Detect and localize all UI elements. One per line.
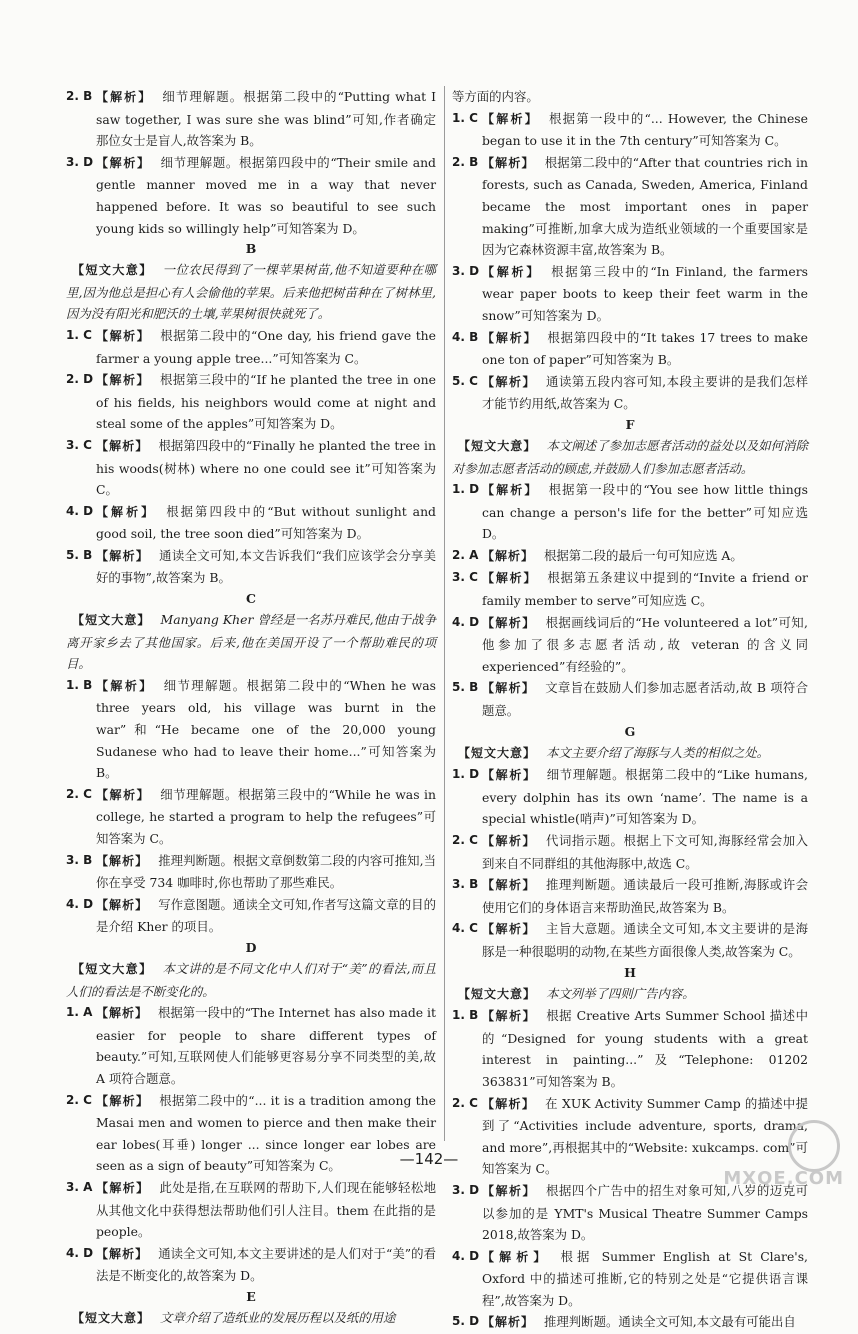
answer-item xyxy=(452,677,808,721)
summary-tag: 【短文大意】 xyxy=(458,438,537,453)
analysis-text: 根据 Summer English at St Clare's, Oxford 中的描述可推断,它的特别之处是“它提供语言课程”,故答案为 D。 xyxy=(482,1248,808,1308)
analysis-text: 推理判断题。通读全文可知,本文最有可能出自 xyxy=(544,1314,796,1330)
answer-item xyxy=(66,1177,436,1243)
answer-item xyxy=(66,435,436,501)
column-divider xyxy=(444,86,445,1141)
answer-number: 4. B xyxy=(452,329,479,344)
analysis-text: 细节理解题。根据第二段中的“Putting what I saw together, I was sure she was blind”可知,作者确定那位女士是盲人,故答案为 B。 xyxy=(96,89,436,149)
analysis-tag: 【解析】 xyxy=(96,90,153,104)
analysis-tag: 【解析】 xyxy=(482,483,539,498)
analysis-tag: 【解析】 xyxy=(482,571,538,586)
analysis-text: 文章旨在鼓励人们参加志愿者活动,故 B 项符合题意。 xyxy=(482,680,808,719)
analysis-text: 写作意图题。通读全文可知,作者写这篇文章的目的是介绍 Kher 的项目。 xyxy=(96,896,436,935)
analysis-tag: 【解析】 xyxy=(482,1009,537,1024)
section-letter: F xyxy=(625,416,635,432)
answer-number: 3. B xyxy=(452,877,479,892)
answer-item xyxy=(66,86,436,152)
analysis-text: 根据画线词后的“He volunteered a lot”可知,他参加了很多志愿者活动,故 veteran 的含义同 experienced”有经验的”。 xyxy=(482,614,808,674)
analysis-tag: 【解析】 xyxy=(482,922,537,937)
section-letter: C xyxy=(246,591,256,607)
answer-item xyxy=(66,1243,436,1287)
answer-number: 5. B xyxy=(452,680,479,695)
summary-tag: 【短文大意】 xyxy=(72,1310,151,1325)
answer-item xyxy=(66,369,436,435)
section-letter: D xyxy=(245,939,257,955)
summary-tag: 【短文大意】 xyxy=(458,745,537,760)
analysis-tag: 【解析】 xyxy=(482,834,537,848)
analysis-tag: 【解析】 xyxy=(482,374,537,389)
analysis-text: 细节理解题。根据第二段中的“When he was three years old, his village was burnt in the war”和“He became one of the 20,000 young Sudanese who had to leave their home...”可知答案为 B。 xyxy=(96,677,436,781)
answer-number: 2. B xyxy=(452,154,479,169)
section-letter: B xyxy=(245,241,257,257)
answer-number: 2. C xyxy=(452,833,478,847)
analysis-text: 根据第三段中的“If he planted the tree in one of his fields, his neighbors would come at night and steal some of the apples”可知答案为 D。 xyxy=(96,372,436,432)
answer-item xyxy=(452,1005,808,1092)
analysis-tag: 【解析】 xyxy=(96,853,149,868)
analysis-text: 主旨大意题。通读全文可知,本文主要讲的是海豚是一种很聪明的动物,在某些方面很像人类,故答案为 C。 xyxy=(482,921,808,959)
answer-item xyxy=(452,108,808,152)
answer-item xyxy=(66,325,436,369)
passage-summary xyxy=(452,435,808,479)
analysis-tag: 【解析】 xyxy=(96,438,149,453)
answer-item xyxy=(66,784,436,850)
passage-summary xyxy=(66,609,436,675)
answer-number: 4. D xyxy=(66,1245,94,1260)
analysis-text: 在 XUK Activity Summer Camp 的描述中提到了“Activities include adventure, sports, drama, and more”,再根据其中的“Website: xukcamps. com”可知答案为 C。 xyxy=(482,1095,808,1177)
answer-item xyxy=(452,1246,808,1312)
answer-number: 2. B xyxy=(66,89,93,103)
analysis-tag: 【解析】 xyxy=(96,1246,149,1261)
answer-item xyxy=(452,918,808,962)
summary-text: 本文主要介绍了海豚与人类的相似之处。 xyxy=(546,744,770,760)
analysis-text: 通读全文可知,本文主要讲述的是人们对于“美”的看法是不断变化的,故答案为 D。 xyxy=(96,1245,436,1284)
answer-number: 1. D xyxy=(452,482,480,497)
answer-number: 1. D xyxy=(452,767,480,782)
section-letter: H xyxy=(624,964,636,980)
answer-number: 1. B xyxy=(452,1008,479,1023)
analysis-text: 根据第二段中的“After that countries rich in forests, such as Canada, Sweden, America, Finland became the most important ones in paper making”可推断,加拿大成为造纸业领域的一个重要国家是因为它森林资源丰富,故答案为 B。 xyxy=(482,154,808,258)
answer-item xyxy=(452,152,808,261)
answer-number: 5. C xyxy=(452,373,478,388)
analysis-text: 根据第二段中的“... it is a tradition among the Masai men and women to pierce and then make their ear lobes(耳垂) longer ... since longer ear lobes are seen as a sign of beauty”可知答案为 C。 xyxy=(96,1092,436,1174)
left-column xyxy=(66,86,436,1329)
analysis-text: 根据第五条建议中提到的“Invite a friend or family member to serve”可知应选 C。 xyxy=(482,570,808,609)
answer-item xyxy=(452,479,808,545)
analysis-text: 根据第四段中的“But without sunlight and good soil, the tree soon died”可知答案为 D。 xyxy=(96,503,436,542)
analysis-text: 此处是指,在互联网的帮助下,人们现在能够轻松地从其他文化中获得想法帮助他们引人注目。them 在此指的是 people。 xyxy=(96,1179,436,1240)
answer-item xyxy=(66,675,436,784)
analysis-text: 根据第二段中的“One day, his friend gave the farmer a young apple tree...”可知答案为 C。 xyxy=(96,327,436,366)
answer-item xyxy=(66,152,436,239)
analysis-text: 通读第五段内容可知,本段主要讲的是我们怎样才能节约用纸,故答案为 C。 xyxy=(482,373,808,412)
answer-number: 3. D xyxy=(66,154,94,169)
answer-number: 3. B xyxy=(66,852,93,867)
answer-number: 4. D xyxy=(452,614,480,629)
analysis-tag: 【解析】 xyxy=(96,1180,150,1195)
analysis-text: 推理判断题。通读最后一段可推断,海豚或许会使用它们的身体语言来帮助渔民,故答案为 B。 xyxy=(482,877,808,915)
analysis-tag: 【解析】 xyxy=(482,548,535,563)
summary-text: 一位农民得到了一棵苹果树苗,他不知道要种在哪里,因为他总是担心有人会偷他的苹果。后来他把树苗种在了树林里,因为没有阳光和肥沃的土壤,苹果树很快就死了。 xyxy=(66,262,436,322)
analysis-tag: 【解析】 xyxy=(482,111,540,126)
analysis-text: 根据 Creative Arts Summer School 描述中的“Designed for young students with a great interest in painting...”及“Telephone: 01202 363831”可知答案为 B。 xyxy=(482,1008,808,1089)
answer-item xyxy=(66,501,436,545)
answer-number: 5. D xyxy=(452,1314,480,1329)
summary-text: 文章介绍了造纸业的发展历程以及纸的用途 xyxy=(160,1309,396,1325)
analysis-text: 通读全文可知,本文告诉我们“我们应该学会分享美好的事物”,故答案为 B。 xyxy=(96,547,436,586)
analysis-tag: 【解析】 xyxy=(96,1006,149,1021)
answer-number: 1. C xyxy=(452,110,478,125)
answer-number: 1. C xyxy=(66,327,92,342)
summary-text: 本文列举了四则广告内容。 xyxy=(546,985,695,1001)
answer-item xyxy=(66,894,436,938)
analysis-tag: 【解析】 xyxy=(482,615,536,630)
page-number: —142— xyxy=(399,1150,459,1168)
analysis-tag: 【解析】 xyxy=(482,1183,537,1198)
summary-text: Manyang Kher 曾经是一名苏丹难民,他由于战争离开家乡去了其他国家。后来,他在美国开设了一个帮助难民的项目。 xyxy=(66,612,436,672)
answer-number: 2. D xyxy=(66,372,94,387)
continued-text: 等方面的内容。 xyxy=(452,89,539,104)
answer-item xyxy=(452,261,808,327)
passage-summary xyxy=(452,742,808,765)
analysis-tag: 【解析】 xyxy=(482,1315,535,1330)
answer-item xyxy=(452,545,808,568)
analysis-text: 代词指示题。根据上下文可知,海豚经常会加入到来自不同群组的其他海豚中,故选 C。 xyxy=(482,833,808,871)
analysis-tag: 【解析】 xyxy=(96,373,150,388)
analysis-tag: 【解析】 xyxy=(96,897,149,912)
answer-number: 3. C xyxy=(452,570,478,585)
answer-number: 3. A xyxy=(66,1179,93,1194)
analysis-text: 根据第四段中的“It takes 17 trees to make one ton of paper”可知答案为 B。 xyxy=(482,329,808,368)
summary-text: 本文讲的是不同文化中人们对于“美”的看法,而且人们的看法是不断变化的。 xyxy=(66,960,436,999)
analysis-tag: 【解析】 xyxy=(96,678,154,693)
analysis-tag: 【解析】 xyxy=(482,264,542,279)
analysis-text: 根据第一段中的“You see how little things can change a person's life for the better”可知应选 D。 xyxy=(482,482,808,542)
analysis-text: 根据第二段的最后一句可知应选 A。 xyxy=(544,547,743,563)
answer-number: 4. D xyxy=(66,503,94,518)
analysis-tag: 【解析】 xyxy=(96,155,151,170)
analysis-tag: 【解析】 xyxy=(482,768,537,783)
answer-item xyxy=(452,567,808,611)
answer-item xyxy=(452,830,808,874)
passage-summary xyxy=(452,983,808,1006)
section-letter: E xyxy=(246,1288,256,1304)
answer-item xyxy=(452,327,808,371)
watermark-circle-icon xyxy=(788,1120,840,1172)
analysis-tag: 【解析】 xyxy=(96,1093,150,1108)
answer-item xyxy=(66,1002,436,1089)
analysis-tag: 【解析】 xyxy=(96,328,151,343)
summary-tag: 【短文大意】 xyxy=(72,961,153,976)
answer-number: 5. B xyxy=(66,547,93,562)
passage-summary xyxy=(66,958,436,1002)
answer-number: 1. B xyxy=(66,677,93,692)
watermark-text: MXQE.COM xyxy=(723,1168,844,1189)
analysis-tag: 【解析】 xyxy=(482,155,535,170)
answer-item xyxy=(452,764,808,830)
answer-number: 4. C xyxy=(452,921,478,936)
analysis-tag: 【解析】 xyxy=(482,1249,551,1264)
answer-number: 3. D xyxy=(452,1182,480,1197)
analysis-tag: 【解析】 xyxy=(482,1096,536,1111)
answer-item xyxy=(452,371,808,415)
passage-summary xyxy=(66,259,436,325)
analysis-text: 根据第四段中的“Finally he planted the tree in his woods(树林) where no one could see it”可知答案为 C。 xyxy=(96,437,436,498)
answer-item xyxy=(452,874,808,918)
summary-tag: 【短文大意】 xyxy=(72,263,153,278)
analysis-text: 根据第一段中的“The Internet has also made it easier for people to share different types of beauty.”可知,互联网使人们能够更容易分享不同类型的美,故 A 项符合题意。 xyxy=(96,1005,436,1086)
analysis-text: 根据第三段中的“In Finland, the farmers wear paper boots to keep their feet warm in the snow”可知答案为 D。 xyxy=(482,263,808,323)
watermark-logo xyxy=(723,1120,844,1190)
answer-item xyxy=(452,612,808,678)
answer-item xyxy=(452,1311,808,1334)
analysis-tag: 【解析】 xyxy=(482,681,536,696)
answer-number: 3. D xyxy=(452,263,480,278)
answer-number: 4. D xyxy=(452,1248,480,1263)
analysis-text: 细节理解题。根据第三段中的“While he was in college, he started a program to help the refugees”可知答案为 C。 xyxy=(96,786,436,846)
analysis-tag: 【解析】 xyxy=(96,787,151,802)
answer-number: 1. A xyxy=(66,1005,93,1020)
analysis-tag: 【解析】 xyxy=(482,330,538,345)
summary-tag: 【短文大意】 xyxy=(72,613,151,628)
passage-summary xyxy=(66,1307,436,1330)
analysis-text: 根据第一段中的“... However, the Chinese began to use it in the 7th century”可知答案为 C。 xyxy=(482,110,808,149)
answer-number: 2. C xyxy=(66,786,92,801)
answer-item xyxy=(66,545,436,589)
analysis-tag: 【解析】 xyxy=(96,504,157,519)
answer-number: 2. A xyxy=(452,547,479,562)
analysis-text: 根据四个广告中的招生对象可知,八岁的迈克可以参加的是 YMT's Musical Theatre Summer Camps 2018,故答案为 D。 xyxy=(482,1182,808,1243)
analysis-text: 推理判断题。根据文章倒数第二段的内容可推知,当你在享受 734 咖啡时,你也帮助了那些难民。 xyxy=(96,852,436,891)
summary-text: 本文阐述了参加志愿者活动的益处以及如何消除对参加志愿者活动的顾虑,并鼓励人们参加志愿者活动。 xyxy=(452,437,808,476)
analysis-text: 细节理解题。根据第二段中的“Like humans, every dolphin has its own ‘name’. The name is a special whistle(哨声)”可知答案为 D。 xyxy=(482,767,808,827)
analysis-tag: 【解析】 xyxy=(96,548,150,563)
answer-item xyxy=(66,850,436,894)
answer-number: 4. D xyxy=(66,896,94,911)
answer-number: 2. C xyxy=(452,1095,478,1110)
analysis-text: 细节理解题。根据第四段中的“Their smile and gentle manner moved me in a way that never happened before. It was so beautiful to see such young kids so willingly help”可知答案为 D。 xyxy=(96,154,436,236)
analysis-tag: 【解析】 xyxy=(482,878,537,893)
summary-tag: 【短文大意】 xyxy=(458,986,537,1001)
section-letter: G xyxy=(624,723,636,739)
answer-number: 2. C xyxy=(66,1092,92,1107)
answer-number: 3. C xyxy=(66,437,92,452)
